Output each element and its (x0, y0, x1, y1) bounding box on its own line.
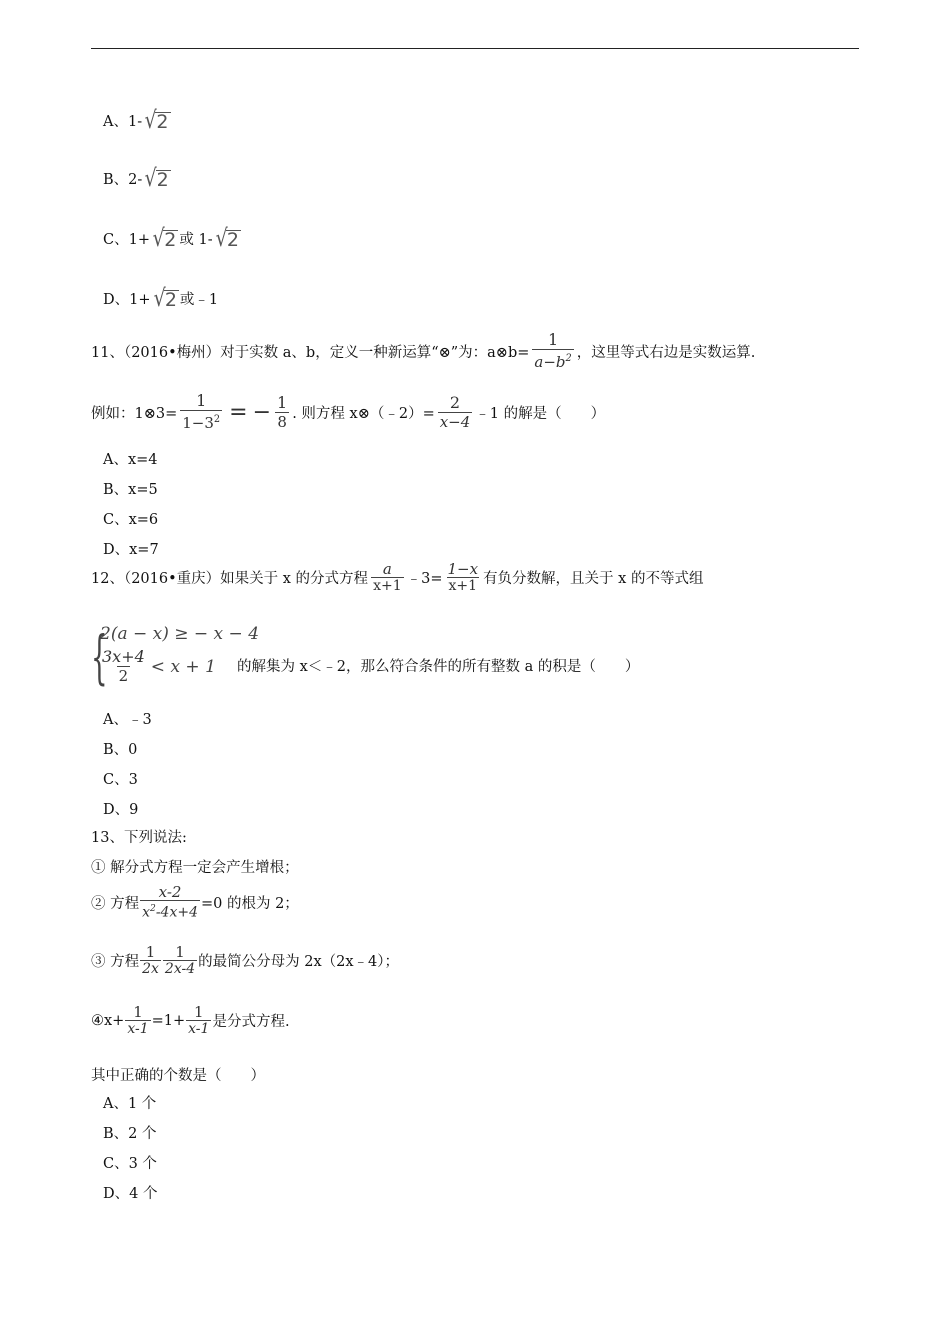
option-label: B、2- (103, 171, 143, 188)
q12-option-b: B、0 (103, 742, 138, 758)
q12-option-d: D、9 (103, 802, 139, 818)
sqrt-expression: √ 2 (153, 284, 177, 312)
option-label: C、1+ (103, 231, 150, 248)
fraction: $\frac{1}{2x}$ (142, 943, 159, 977)
q10-option-d (103, 286, 218, 310)
minus-sign: − (252, 399, 271, 425)
question-text: 11、（2016•梅州）对于实数 a、b，定义一种新运算“⊗”为：a⊗b= (91, 344, 530, 361)
q13-option-a: A、1 个 (103, 1096, 157, 1112)
option-label: D、1+ (103, 291, 151, 308)
sqrt-expression: √ 2 (144, 164, 169, 192)
q13-option-d: D、4 个 (103, 1186, 158, 1202)
fraction: $\frac{1}{8}$ (277, 392, 288, 431)
q10-option-a (103, 108, 172, 132)
fraction: $\frac{1}{2x-4}$ (164, 943, 196, 977)
q13-option-b: B、2 个 (103, 1126, 157, 1142)
inequality-system (91, 622, 260, 692)
q13-question: 其中正确的个数是（ ） (91, 1068, 265, 1084)
question-text: 有负分数解，且关于 x 的不等式组 (483, 571, 704, 587)
q12-option-c: C、3 (103, 772, 138, 788)
q13-statement-4: ④x+ $\frac{1}{x-1}$ =1+ $\frac{1}{x-1}$ 是分式方程. (91, 1003, 290, 1037)
option-text: 或﹣1 (179, 291, 219, 308)
fraction: $\frac{1-x}{x+1}$ (447, 560, 479, 594)
question-text: ﹣3= (406, 571, 443, 587)
sqrt-expression: √ 2 (144, 106, 169, 134)
q10-option-c (103, 226, 242, 250)
q13-option-c: C、3 个 (103, 1156, 157, 1172)
q11-stem (91, 331, 755, 371)
q12-option-a: A、﹣3 (103, 712, 152, 728)
q13-statement-3: ③ 方程 $\frac{1}{2x}$ $\frac{1}{2x-4}$ 的最简公分母为 2x（2x﹣4）； (91, 943, 400, 977)
equals-sign: = (229, 399, 248, 425)
sqrt-expression: √ 2 (152, 224, 177, 252)
fraction: $\frac{3x+4}{2}$ (102, 647, 145, 685)
q12-stem (91, 561, 703, 594)
sqrt-expression: √ 2 (215, 224, 239, 252)
fraction: $\frac{1}{x-1}$ (127, 1003, 149, 1037)
inequality-row: $\frac{3x+4}{2}$ < x + 1 (102, 647, 216, 685)
left-brace: { (91, 623, 108, 691)
question-text: 例如：1⊗3= (91, 405, 178, 422)
q11-option-b: B、x=5 (103, 482, 158, 498)
question-text: . 则方程 x⊗（﹣2）= (292, 405, 435, 422)
fraction: $\frac{a}{x+1}$ (373, 560, 402, 594)
q11-option-d: D、x=7 (103, 542, 159, 558)
header-rule (91, 48, 859, 49)
fraction: $\frac{1}{1-3^2}$ (182, 391, 221, 432)
fraction: $\frac{1}{x-1}$ (188, 1003, 210, 1037)
q12-condition: 的解集为 x＜﹣2，那么符合条件的所有整数 a 的积是（ ） (237, 659, 640, 675)
question-text: ，这里等式右边是实数运算. (576, 344, 756, 361)
q13-statement-2: ② 方程 $\frac{x-2}{x^2-4x+4}$ =0 的根为 2； (91, 883, 299, 921)
question-text: 12、（2016•重庆）如果关于 x 的分式方程 (91, 571, 369, 587)
option-text: 或 1- (179, 231, 213, 248)
q10-option-b (103, 166, 172, 190)
inequality-row: 2(a − x) ≥ − x − 4 (100, 624, 260, 644)
fraction: $\frac{x-2}{x^2-4x+4}$ (142, 883, 198, 921)
q11-option-c: C、x=6 (103, 512, 159, 528)
fraction: $\frac{2}{x-4}$ (439, 392, 471, 431)
option-label: A、1- (103, 113, 143, 130)
q13-statement-1: ① 解分式方程一定会产生增根； (91, 860, 299, 876)
fraction: $\frac{1}{a-b^2}$ (534, 330, 572, 371)
q13-stem: 13、下列说法: (91, 830, 187, 846)
q11-option-a: A、x=4 (103, 452, 158, 468)
question-text: ﹣1 的解是（ ） (475, 405, 606, 422)
q11-example (91, 392, 605, 432)
